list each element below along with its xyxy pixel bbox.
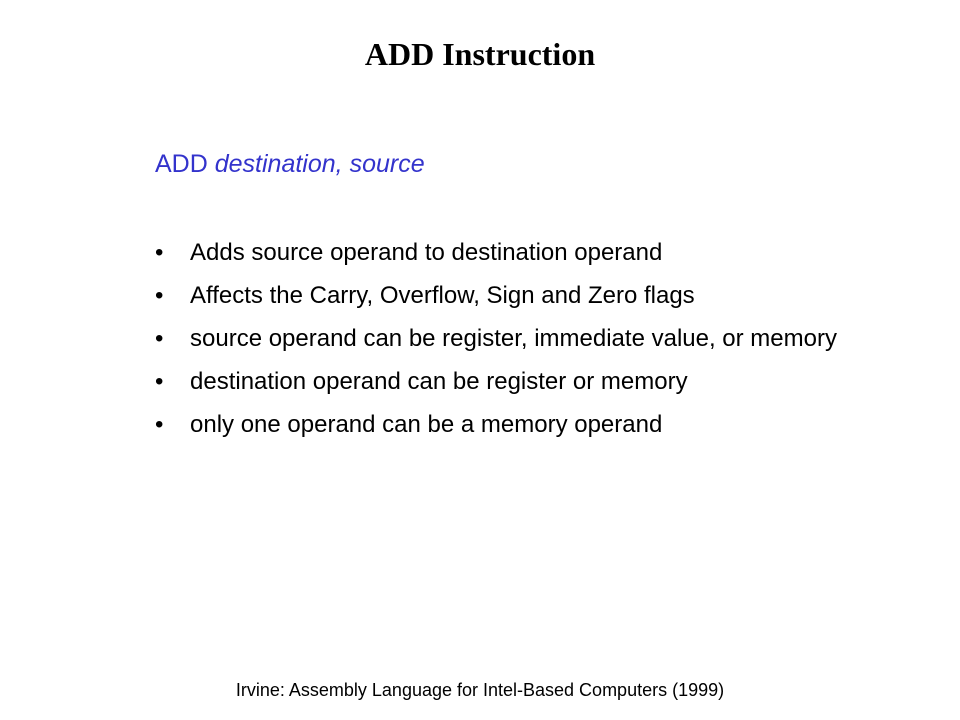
bullet-text: Affects the Carry, Overflow, Sign and Zero flags xyxy=(190,282,695,309)
bullet-item xyxy=(155,237,855,269)
bullet-item xyxy=(155,366,855,398)
bullet-item xyxy=(155,323,855,355)
bullet-dot-icon: • xyxy=(155,411,164,438)
syntax-operands: destination, source xyxy=(214,150,425,178)
bullet-text: destination operand can be register or memory xyxy=(190,368,688,395)
citation-footer: Irvine: Assembly Language for Intel-Based Computers (1999) xyxy=(235,680,725,700)
bullet-list xyxy=(155,237,855,452)
bullet-dot-icon: • xyxy=(155,239,164,266)
bullet-item xyxy=(155,409,855,441)
bullet-text: only one operand can be a memory operand xyxy=(190,411,663,438)
slide-title: ADD Instruction xyxy=(364,36,596,72)
bullet-dot-icon: • xyxy=(155,325,164,352)
bullet-text: source operand can be register, immediate value, or memory xyxy=(190,325,837,352)
bullet-dot-icon: • xyxy=(155,282,164,309)
instruction-syntax xyxy=(155,145,425,183)
bullet-item xyxy=(155,280,855,312)
syntax-mnemonic: ADD xyxy=(155,150,208,178)
bullet-text: Adds source operand to destination operand xyxy=(190,239,663,266)
bullet-dot-icon: • xyxy=(155,368,164,395)
